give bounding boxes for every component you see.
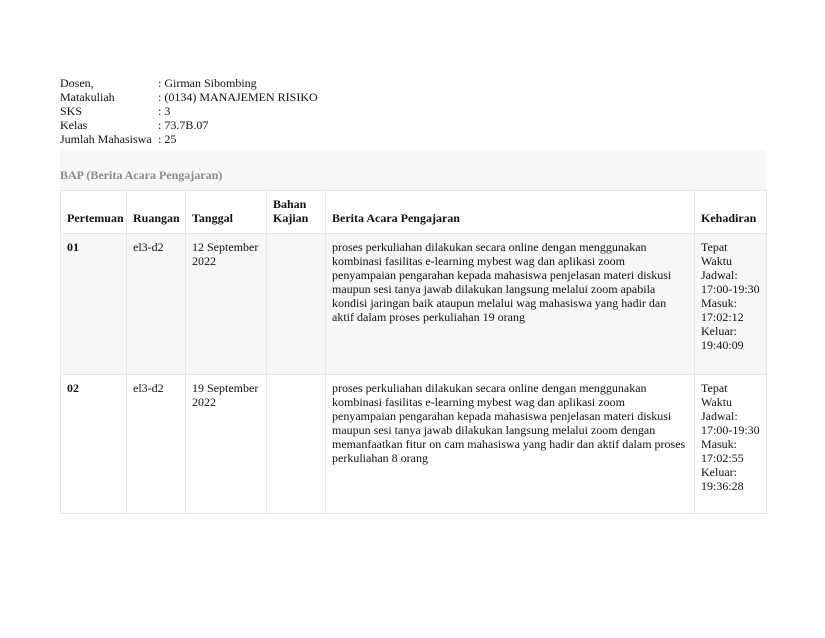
course-info <box>60 76 318 146</box>
cell-bahan-kajian <box>267 234 326 375</box>
table-row <box>61 234 767 375</box>
cell-ruangan: el3-d2 <box>127 375 186 514</box>
info-value: : 25 <box>158 132 177 146</box>
info-value: : Girman Sibombing <box>158 76 257 90</box>
table-header-row <box>61 191 767 234</box>
info-value: : 73.7B.07 <box>158 118 209 132</box>
cell-kehadiran: Tepat Waktu Jadwal: 17:00-19:30 Masuk: 17:02:12 Keluar: 19:40:09 <box>695 234 767 375</box>
column-header-kehadiran: Kehadiran <box>695 191 767 234</box>
column-header-ruangan: Ruangan <box>127 191 186 234</box>
cell-tanggal: 19 September 2022 <box>186 375 267 514</box>
bap-title: BAP (Berita Acara Pengajaran) <box>60 168 223 182</box>
column-header-tanggal: Tanggal <box>186 191 267 234</box>
info-label: SKS <box>60 104 83 118</box>
cell-berita-acara: proses perkuliahan dilakukan secara online dengan menggunakan kombinasi fasilitas e-learning mybest wag dan aplikasi zoom penyampaian pengarahan kepada mahasiswa penjelasan materi diskusi maupun sesi tanya jawab dilakukan langsung melalui zoom apabila kondisi jaringan baik ataupun melalui wag mahasiswa yang hadir dan aktif dalam proses perkuliahan 19 orang <box>326 234 695 375</box>
info-value: : 3 <box>158 104 171 118</box>
cell-pertemuan: 02 <box>61 375 127 514</box>
cell-pertemuan: 01 <box>61 234 127 375</box>
info-value: : (0134) MANAJEMEN RISIKO <box>158 90 318 104</box>
cell-ruangan: el3-d2 <box>127 234 186 375</box>
info-label: Dosen, <box>60 76 94 90</box>
info-row-kelas <box>60 118 318 132</box>
info-row-matakuliah <box>60 90 318 104</box>
cell-bahan-kajian <box>267 375 326 514</box>
info-label: Matakuliah <box>60 90 115 104</box>
column-header-bahan-kajian: Bahan Kajian <box>267 191 326 234</box>
column-header-pertemuan: Pertemuan <box>61 191 127 234</box>
info-row-dosen <box>60 76 318 90</box>
bap-table <box>60 190 767 514</box>
column-header-berita-acara: Berita Acara Pengajaran <box>326 191 695 234</box>
cell-berita-acara: proses perkuliahan dilakukan secara online dengan menggunakan kombinasi fasilitas e-learning mybest wag dan aplikasi zoom penyampaian pengarahan kepada mahasiswa penjelasan materi diskusi maupun sesi tanya jawab dilakukan langsung melalui zoom dengan memanfaatkan fitur on cam mahasiswa yang hadir dan aktif dalam proses perkuliahan 8 orang <box>326 375 695 514</box>
info-row-jumlah-mahasiswa <box>60 132 318 146</box>
info-row-sks <box>60 104 318 118</box>
cell-tanggal: 12 September 2022 <box>186 234 267 375</box>
info-label: Jumlah Mahasiswa <box>60 132 152 146</box>
table-row <box>61 375 767 514</box>
info-label: Kelas <box>60 118 88 132</box>
cell-kehadiran: Tepat Waktu Jadwal: 17:00-19:30 Masuk: 17:02:55 Keluar: 19:36:28 <box>695 375 767 514</box>
